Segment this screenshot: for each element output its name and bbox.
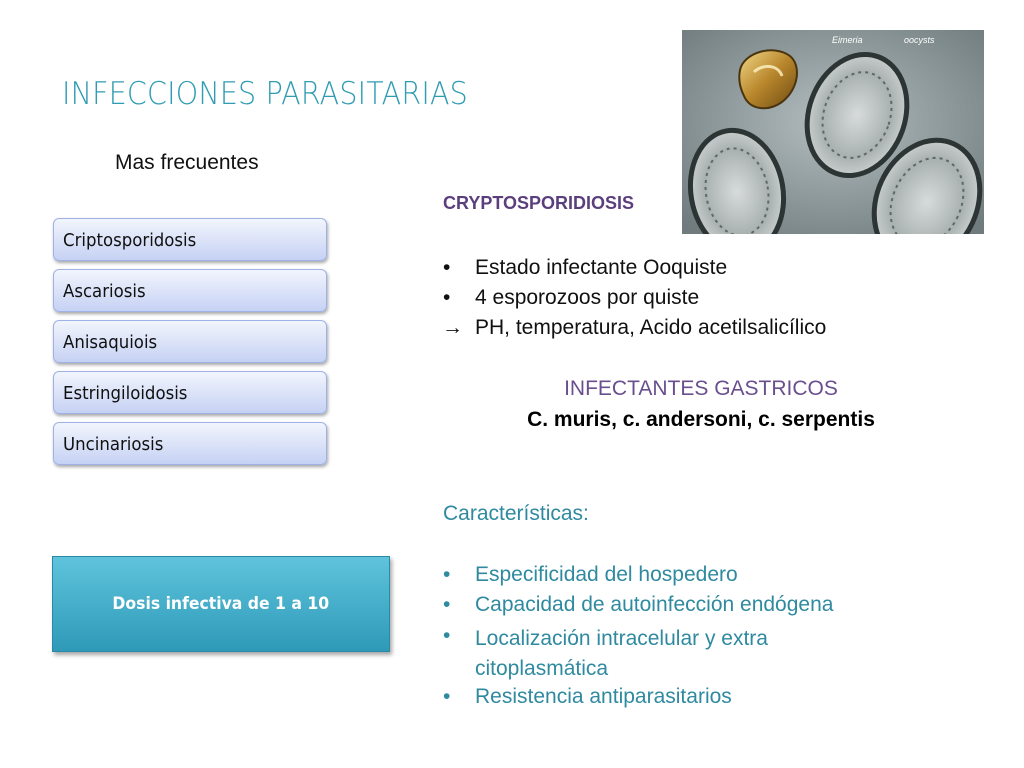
bullet-item: 4 esporozoos por quiste [475, 286, 700, 309]
bullet-marker: • [443, 685, 451, 708]
slide-subtitle: Mas frecuentes [115, 151, 259, 174]
arrow-line: PH, temperatura, Acido acetilsalicílico [475, 316, 827, 339]
list-item-label: Estringiloidosis [63, 383, 188, 404]
list-item [53, 218, 327, 261]
list-item [53, 320, 327, 363]
arrow-icon: → [442, 316, 463, 339]
characteristics-heading: Características: [443, 502, 589, 525]
dose-label: Dosis infectiva de 1 a 10 [112, 594, 330, 614]
characteristic-item: Localización intracelular y extra citoplasmática [475, 627, 768, 680]
crypto-heading: CRYPTOSPORIDIOSIS [443, 193, 635, 213]
bullet-marker: • [443, 593, 451, 616]
slide-title: INFECCIONES PARASITARIAS [62, 76, 468, 112]
list-item [53, 269, 327, 312]
micrograph-image [682, 30, 984, 234]
bullet-marker: • [443, 256, 451, 279]
dose-box [52, 556, 390, 652]
bullet-marker: • [443, 624, 451, 647]
list-item-label: Ascariosis [63, 281, 146, 302]
list-item-label: Criptosporidosis [63, 230, 197, 251]
bullet-item: Estado infectante Ooquiste [475, 256, 728, 279]
photo-label: Eimeria [832, 35, 863, 45]
bullet-marker: • [443, 563, 451, 586]
oocyst-micrograph [682, 30, 984, 234]
list-item [53, 422, 327, 465]
list-item-label: Uncinariosis [63, 434, 164, 455]
list-item [53, 371, 327, 414]
gastric-species: C. muris, c. andersoni, c. serpentis [527, 408, 875, 431]
characteristic-item: Capacidad de autoinfección endógena [475, 593, 834, 616]
gastric-heading: INFECTANTES GASTRICOS [564, 377, 838, 400]
characteristic-item: Resistencia antiparasitarios [475, 685, 732, 708]
list-item-label: Anisaquiois [63, 332, 158, 353]
characteristic-item: Especificidad del hospedero [475, 563, 738, 586]
photo-label: oocysts [904, 35, 935, 45]
bullet-marker: • [443, 286, 451, 309]
